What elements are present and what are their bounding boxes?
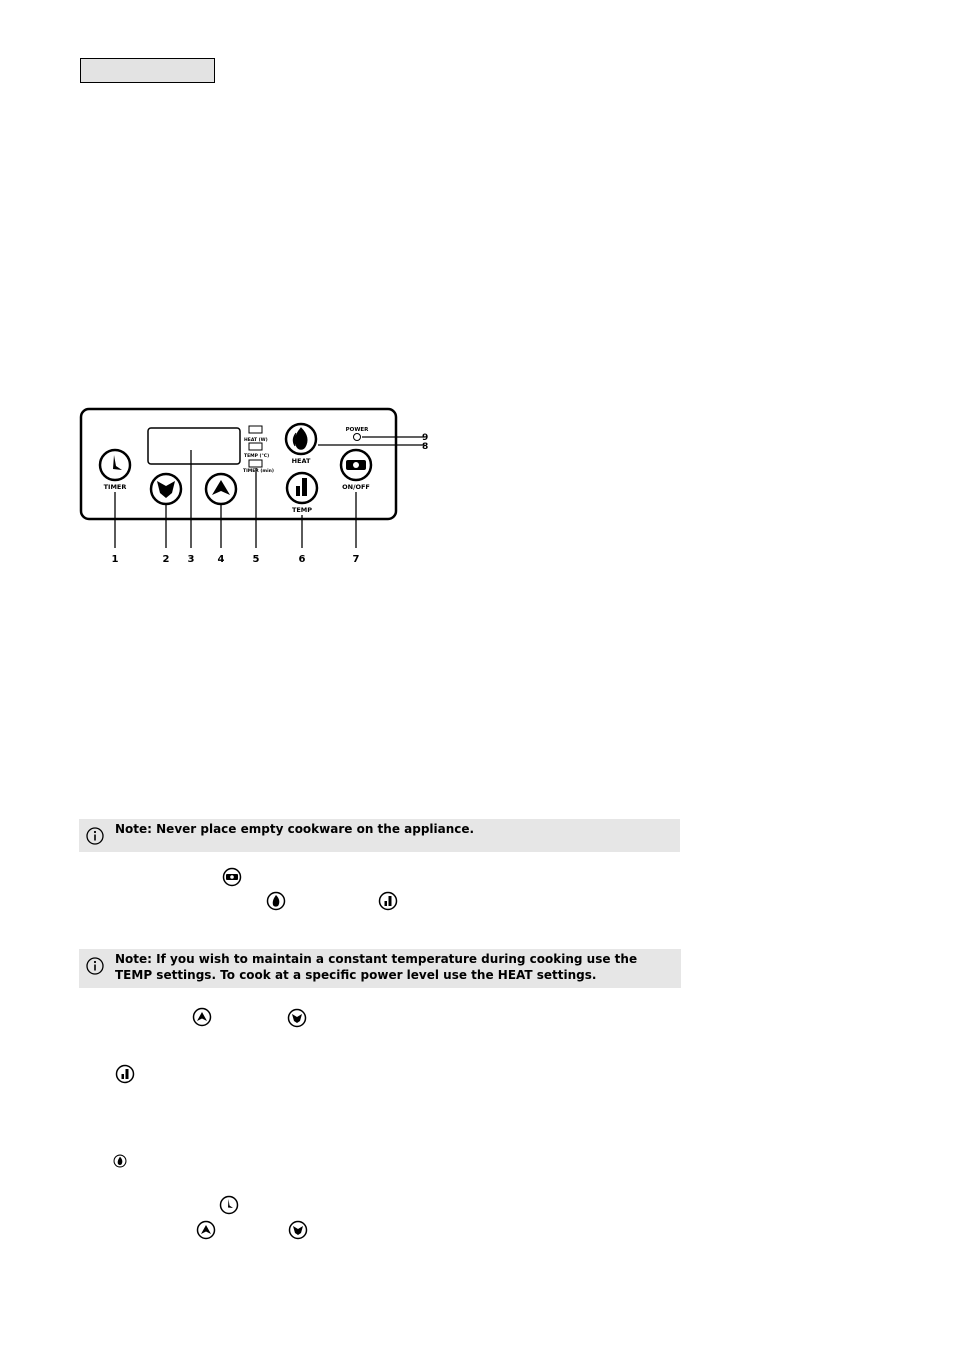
up-inline-icon — [192, 1007, 212, 1027]
display-window — [148, 428, 240, 464]
power-label: POWER — [345, 427, 369, 433]
info-icon — [86, 827, 104, 845]
indicator-heat-led — [249, 426, 262, 433]
temp-button[interactable] — [287, 473, 317, 503]
temp-button-label: TEMP — [291, 506, 313, 514]
callout-3: 3 — [187, 554, 195, 565]
note-text: Note: Never place empty cookware on the appliance. — [115, 822, 475, 836]
callout-5: 5 — [252, 554, 260, 565]
onoff-button[interactable] — [341, 450, 371, 480]
callout-2: 2 — [162, 554, 170, 565]
callout-1: 1 — [111, 554, 119, 565]
down-inline-icon — [287, 1008, 307, 1028]
onoff-inline-icon — [222, 867, 242, 887]
temp-inline-icon — [378, 891, 398, 911]
power-indicator-led — [354, 434, 361, 441]
note-box-temp-heat — [79, 949, 681, 988]
heat-button[interactable] — [286, 424, 316, 454]
indicator-timer-label: TIMER (min) — [243, 469, 274, 474]
callout-9: 9 — [422, 433, 429, 443]
down-inline-icon — [288, 1220, 308, 1240]
timer-button-label: TIMER — [103, 483, 127, 491]
heat-inline-icon — [266, 891, 286, 911]
note-text: Note: If you wish to maintain a constant temperature during cooking use the TEMP settings. To cook at a specific power level use the HEAT settings. — [115, 952, 638, 982]
callout-4: 4 — [217, 554, 225, 565]
timer-inline-icon — [219, 1195, 239, 1215]
callout-8: 8 — [422, 442, 429, 452]
indicator-timer-led — [249, 460, 262, 467]
callout-6: 6 — [298, 554, 306, 565]
bars-icon — [296, 486, 300, 496]
temp-inline-icon — [115, 1064, 135, 1084]
info-icon — [86, 957, 104, 975]
onoff-button-label: ON/OFF — [342, 483, 370, 491]
heat-button-label: HEAT — [291, 457, 311, 465]
timer-button[interactable] — [100, 450, 130, 480]
callout-7: 7 — [352, 554, 360, 565]
up-inline-icon — [196, 1220, 216, 1240]
indicator-heat-label: HEAT (W) — [244, 438, 268, 443]
down-button[interactable] — [151, 474, 181, 504]
up-button[interactable] — [206, 474, 236, 504]
note-box-empty-cookware — [79, 819, 680, 852]
heat-inline-icon — [113, 1154, 127, 1168]
indicator-temp-label: TEMP (°C) — [244, 454, 270, 459]
indicator-temp-led — [249, 443, 262, 450]
